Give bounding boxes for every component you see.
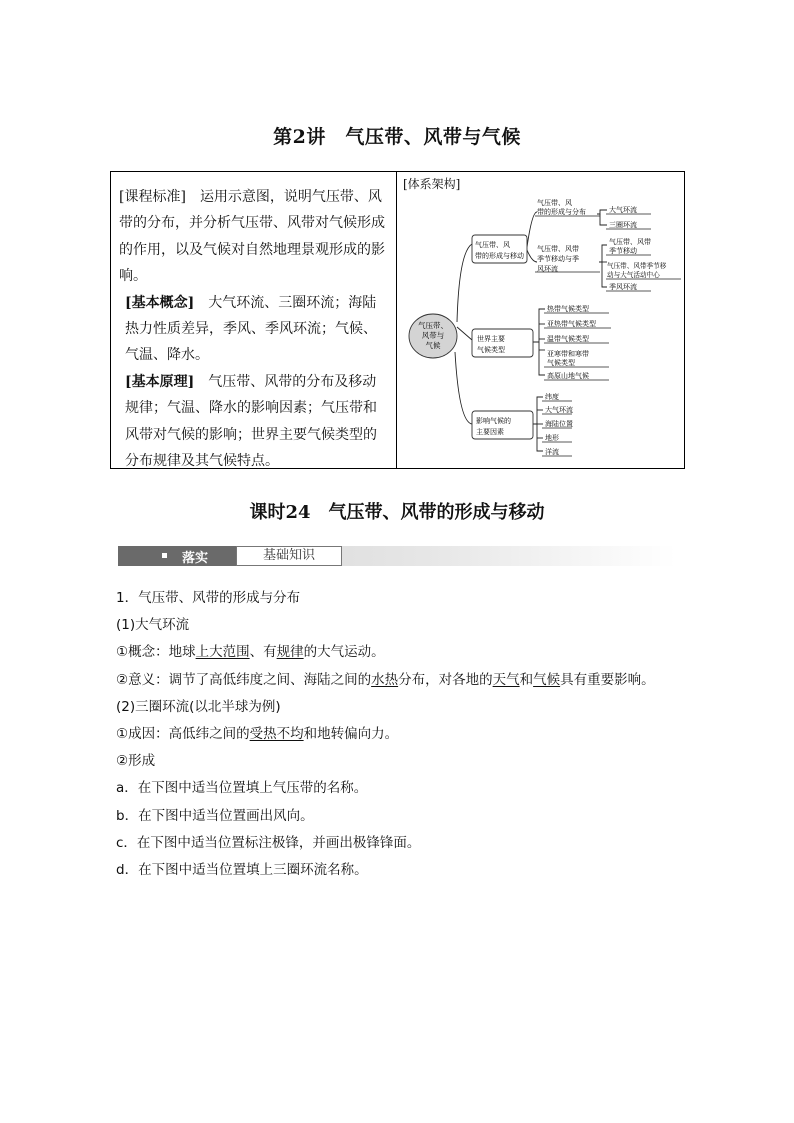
content-line-5: (2)三圈环流(以北半球为例): [116, 698, 281, 715]
concept-text: 大气环流、三圈环流；海陆热力性质差异，季风、季风环流；气候、气温、降水。: [125, 294, 377, 364]
content-line-11: d．在下图中适当位置填上三圈环流名称。: [116, 862, 368, 879]
content-line-9: b．在下图中适当位置画出风向。: [116, 807, 314, 824]
b1-sub2-line-1: 气压带、风带: [537, 245, 579, 253]
section-header-bar: [118, 546, 676, 566]
content-line-1: 1．气压带、风带的形成与分布: [116, 590, 301, 606]
content-line-2: (1)大气环流: [116, 617, 190, 634]
b3-item-3: 海陆位置: [545, 420, 573, 428]
line4-text-a: ②意义：调节了高低纬度之间、海陆之间的: [116, 671, 372, 688]
line4-text-b: 分布，对各地的: [398, 671, 493, 688]
b3-item-5: 洋流: [545, 448, 559, 456]
content-line-4: [116, 667, 696, 694]
content-line-7: ②形成: [116, 753, 156, 770]
branch1-line-1: 气压带、风: [475, 241, 510, 249]
lesson-title: 课时24 气压带、风带的形成与移动: [249, 502, 545, 523]
line3-text-b: 、有: [249, 644, 277, 661]
content-line-8: a．在下图中适当位置填上气压带的名称。: [116, 780, 368, 797]
principle-label: [基本原理]: [125, 373, 195, 390]
line4-text-d: 具有重要影响。: [560, 671, 655, 688]
b2-item-5: 高原山地气候: [547, 372, 589, 380]
b1-sub2-line-3: 风环流: [537, 265, 558, 273]
square-bullet-icon: [162, 553, 167, 558]
branch2-line-2: 气候类型: [477, 346, 505, 354]
answer-blank-3: 水热: [371, 671, 399, 688]
b3-item-1: 纬度: [545, 393, 559, 401]
b2-item-3: 温带气候类型: [547, 335, 589, 343]
standard-label: [课程标准]: [119, 189, 186, 205]
section-dark-label: 落实: [182, 551, 209, 566]
b1-sub2-line-2: 季节移动与季: [537, 255, 579, 263]
b1-sub2-item2-line-2: 动与大气活动中心: [607, 271, 660, 279]
lesson-content: [116, 585, 696, 884]
answer-blank-1: 上大范围: [195, 644, 250, 661]
mindmap-root-line-3: 气候: [425, 341, 441, 350]
answer-blank-5: 气候: [533, 671, 561, 688]
b1-sub2-item3: 季风环流: [609, 283, 637, 291]
line3-text-a: ①概念：地球: [116, 644, 196, 661]
b1-sub2-item2-line-1: 气压带、风带季节移: [607, 262, 667, 270]
line6-text-b: 和地转偏向力。: [303, 726, 399, 743]
line4-text-c: 和: [519, 671, 534, 688]
course-standards-cell: [111, 172, 397, 468]
b1-sub1-line-2: 带的形成与分布: [537, 208, 586, 216]
branch2-line-1: 世界主要: [477, 335, 505, 343]
b1-sub1-item-1: 大气环流: [609, 206, 637, 214]
mindmap-root-line-1: 气压带、: [418, 321, 448, 330]
b3-item-4: 地形: [545, 434, 559, 442]
system-label: [体系架构]: [403, 177, 461, 191]
section-light-label: 基础知识: [236, 546, 342, 566]
b1-sub2-item1-line-1: 气压带、风带: [609, 238, 651, 246]
intro-table: [110, 171, 685, 469]
b1-sub2-item1-line-2: 季节移动: [609, 247, 637, 255]
b1-sub1-item-2: 三圈环流: [609, 221, 637, 229]
content-line-6: [116, 721, 696, 748]
line6-text-a: ①成因：高低纬之间的: [116, 726, 250, 743]
answer-blank-2: 规律: [276, 644, 304, 661]
b2-item-4-line-1: 亚寒带和寒带: [547, 350, 589, 358]
b3-item-2: 大气环流: [545, 406, 573, 414]
branch1-line-2: 带的形成与移动: [475, 252, 524, 260]
principle-text: 气压带、风带的分布及移动规律；气温、降水的影响因素；气压带和风带对气候的影响；世界主要气候类型的分布规律及其气候特点。: [125, 373, 377, 470]
concept-label: [基本概念]: [125, 294, 195, 311]
b2-item-2: 亚热带气候类型: [547, 320, 596, 328]
mindmap-root-line-2: 风带与: [421, 331, 445, 340]
section-tag-dark: [118, 546, 236, 566]
page-title: 第2讲 气压带、风带与气候: [273, 126, 521, 148]
concept-mindmap: [397, 172, 684, 468]
branch3-line-1: 影响气候的: [476, 417, 511, 425]
content-line-3: [116, 639, 696, 666]
answer-blank-4: 天气: [492, 671, 520, 688]
b2-item-4-line-2: 气候类型: [547, 359, 575, 367]
content-line-10: c．在下图中适当位置标注极锋，并画出极锋锋面。: [116, 834, 421, 851]
line3-text-c: 的大气运动。: [303, 644, 385, 661]
b1-sub1-line-1: 气压带、风: [537, 199, 572, 207]
b2-item-1: 热带气候类型: [547, 305, 589, 313]
system-framework-cell: [397, 172, 684, 468]
standard-text: 运用示意图，说明气压带、风带的分布，并分析气压带、风带对气候形成的作用，以及气候对自然地理景观形成的影响。: [119, 189, 385, 285]
branch3-line-2: 主要因素: [476, 428, 504, 436]
answer-blank-6: 受热不均: [249, 726, 304, 743]
